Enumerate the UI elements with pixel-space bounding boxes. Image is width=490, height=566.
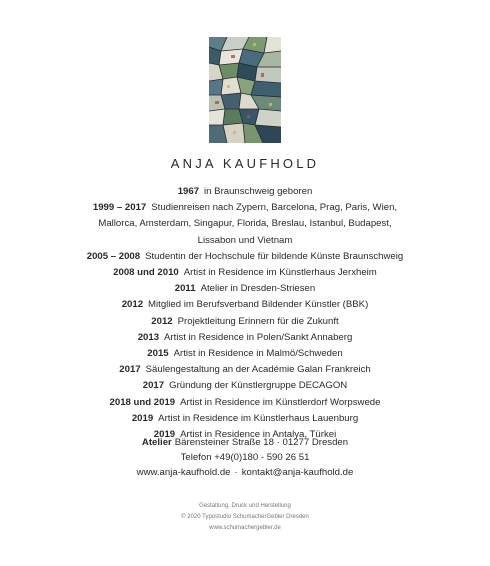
bio-text: Projektleitung Erinnern für die Zukunft [177, 315, 339, 327]
bio-text: Artist in Residence im Künstlerhaus Lauenburg [158, 412, 359, 424]
bio-text: Artist in Residence im Künstlerhaus Jerxheim [183, 267, 377, 279]
bio-text: Säulengestaltung an der Académie Galan Frankreich [145, 364, 371, 376]
bio-text: Gründung der Künstlergruppe DECAGON [169, 380, 348, 392]
address-text: Bärensteiner Straße 18 · 01277 Dresden [174, 437, 349, 448]
bio-entry-continuation [0, 216, 490, 232]
bio-entry [0, 314, 490, 330]
abstract-painting-image [209, 37, 281, 143]
phone-line: Telefon +49(0)180 - 590 26 51 [180, 452, 310, 463]
bio-year: 1999 – 2017 [92, 202, 147, 214]
atelier-label: Atelier [141, 437, 172, 448]
bio-entry [0, 265, 490, 281]
bio-year: 2013 [137, 331, 160, 343]
website-link[interactable]: www.anja-kaufhold.de [136, 467, 231, 478]
bio-entry [0, 346, 490, 362]
bio-entry [0, 362, 490, 378]
bio-year: 2012 [121, 299, 144, 311]
bio-text: Atelier in Dresden-Striesen [200, 283, 316, 295]
bio-entry [0, 249, 490, 265]
bio-year: 1967 [177, 186, 200, 197]
bio-entry [0, 395, 490, 411]
bio-text: Studienreisen nach Zypern, Barcelona, Prag, Paris, Wien, [151, 202, 398, 214]
bio-entry [0, 297, 490, 313]
bio-text: Lissabon und Vietnam [197, 234, 293, 246]
credits-line: Gestaltung, Druck und Herstellung [199, 503, 291, 509]
separator: · [234, 467, 238, 478]
bio-entry [0, 184, 490, 200]
credits-copyright: © 2020 Typostudio SchumacherGebler Dresden [181, 514, 309, 520]
bio-text: Artist in Residence in Malmö/Schweden [173, 348, 343, 360]
bio-year: 2019 [131, 412, 154, 424]
bio-entry-continuation [0, 233, 490, 249]
address-line [0, 435, 490, 450]
bio-text: Mitglied im Berufsverband Bildender Künstler (BBK) [148, 299, 369, 311]
bio-year: 2017 [142, 380, 165, 392]
artwork-image [209, 37, 281, 143]
bio-year: 2015 [147, 348, 169, 360]
bio-text: Mallorca, Amsterdam, Singapur, Florida, Breslau, Istanbul, Budapest, [98, 218, 392, 230]
bio-text: Studentin der Hochschule für bildende Künste Braunschweig [145, 250, 404, 262]
bio-year: 2012 [151, 315, 173, 327]
bio-text: Artist in Residence in Polen/Sankt Annaberg [164, 331, 353, 343]
bio-entry [0, 411, 490, 427]
bio-text: in Braunschweig geboren [204, 186, 313, 197]
web-line [0, 465, 490, 480]
bio-entry [0, 281, 490, 297]
bio-entry [0, 378, 490, 394]
bio-text: Artist in Residence im Künstlerdorf Worpswede [180, 396, 381, 408]
artist-name: ANJA KAUFHOLD [170, 156, 320, 171]
email-link[interactable]: kontakt@anja-kaufhold.de [241, 467, 354, 478]
bio-year: 2005 – 2008 [86, 250, 141, 262]
contact-block [0, 435, 490, 480]
credits-block [0, 501, 490, 534]
bio-year: 2018 und 2019 [109, 396, 176, 408]
bio-text: Artist in Residence in Antalya, Türkei [180, 429, 337, 441]
credits-website-link[interactable]: www.schumachergebler.de [209, 525, 281, 531]
bio-year: 2019 [153, 429, 176, 441]
bio-year: 2017 [119, 364, 141, 376]
bio-year: 2008 und 2010 [113, 267, 179, 279]
bio-entry [0, 200, 490, 216]
bio-entry [0, 330, 490, 346]
biography-list [0, 184, 490, 443]
bio-year: 2011 [174, 283, 196, 295]
